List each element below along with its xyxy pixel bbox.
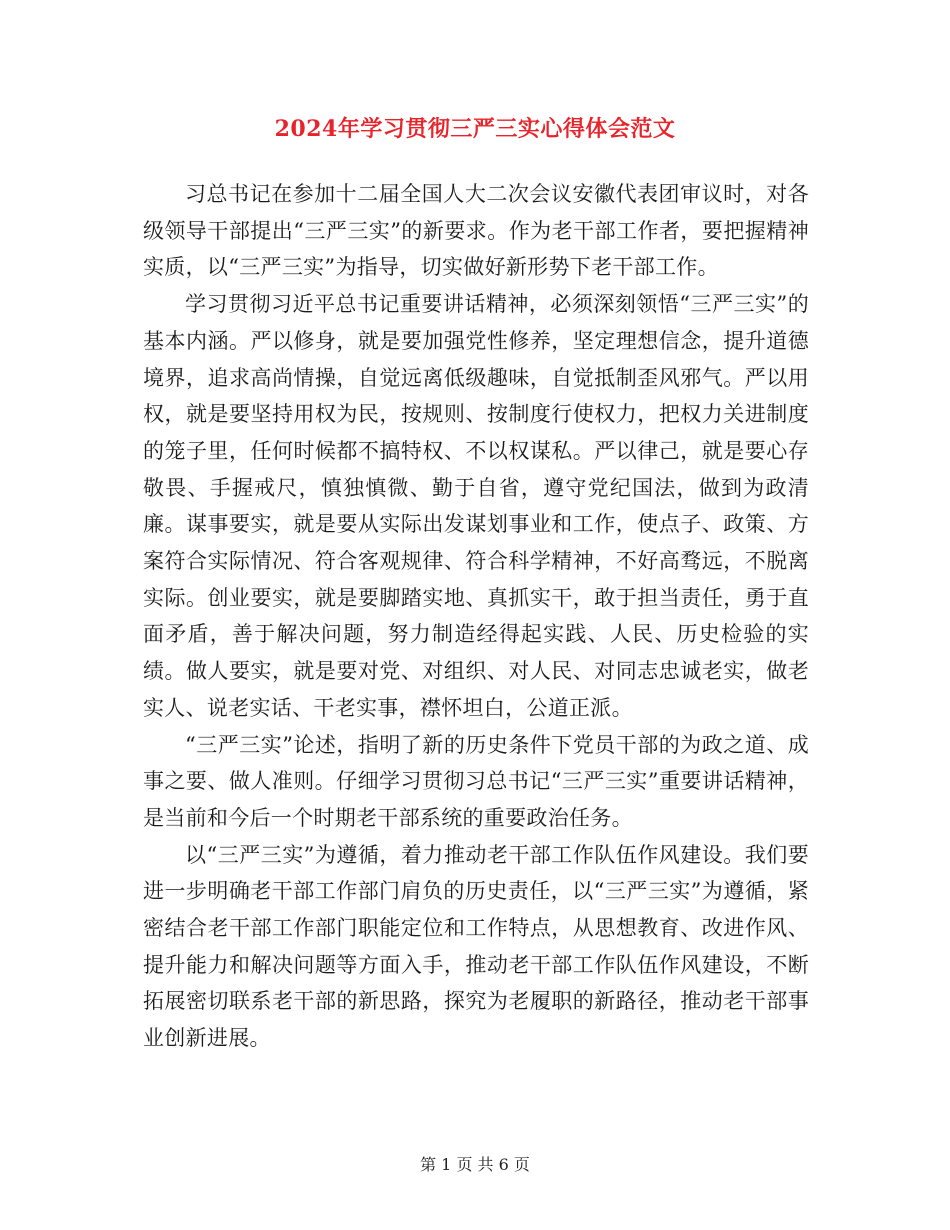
page-footer: 第 1 页 共 6 页	[420, 1155, 530, 1174]
document-title: 2024年学习贯彻三严三实心得体会范文	[274, 116, 676, 142]
paragraph-4: 以“三严三实”为遵循，着力推动老干部工作队伍作风建设。我们要进一步明确老干部工作部门肩负的历史责任，以“三严三实”为遵循，紧密结合老干部工作部门职能定位和工作特点，从思想教育、改进作风、提升能力和解决问题等方面入手，推动老干部工作队伍作风建设，不断拓展密切联系老干部的新思路，探究为老履职的新路径，推动老干部事业创新进展。	[143, 842, 809, 1051]
paragraph-3: “三严三实”论述，指明了新的历史条件下党员干部的为政之道、成事之要、做人准则。仔细学习贯彻习总书记“三严三实”重要讲话精神，是当前和今后一个时期老干部系统的重要政治任务。	[143, 732, 809, 830]
paragraph-1: 习总书记在参加十二届全国人大二次会议安徽代表团审议时，对各级领导干部提出“三严三实”的新要求。作为老干部工作者，要把握精神实质，以“三严三实”为指导，切实做好新形势下老干部工作。	[143, 182, 809, 280]
document-body	[143, 176, 809, 1057]
paragraph-2: 学习贯彻习近平总书记重要讲话精神，必须深刻领悟“三严三实”的基本内涵。严以修身，就是要加强党性修养，坚定理想信念，提升道德境界，追求高尚情操，自觉远离低级趣味，自觉抵制歪风邪气。严以用权，就是要坚持用权为民，按规则、按制度行使权力，把权力关进制度的笼子里，任何时候都不搞特权、不以权谋私。严以律己，就是要心存敬畏、手握戒尺，慎独慎微、勤于自省，遵守党纪国法，做到为政清廉。谋事要实，就是要从实际出发谋划事业和工作，使点子、政策、方案符合实际情况、符合客观规律、符合科学精神，不好高骛远，不脱离实际。创业要实，就是要脚踏实地、真抓实干，敢于担当责任，勇于直面矛盾，善于解决问题，努力制造经得起实践、人民、历史检验的实绩。做人要实，就是要对党、对组织、对人民、对同志忠诚老实，做老实人、说老实话、干老实事，襟怀坦白，公道正派。	[143, 292, 809, 720]
